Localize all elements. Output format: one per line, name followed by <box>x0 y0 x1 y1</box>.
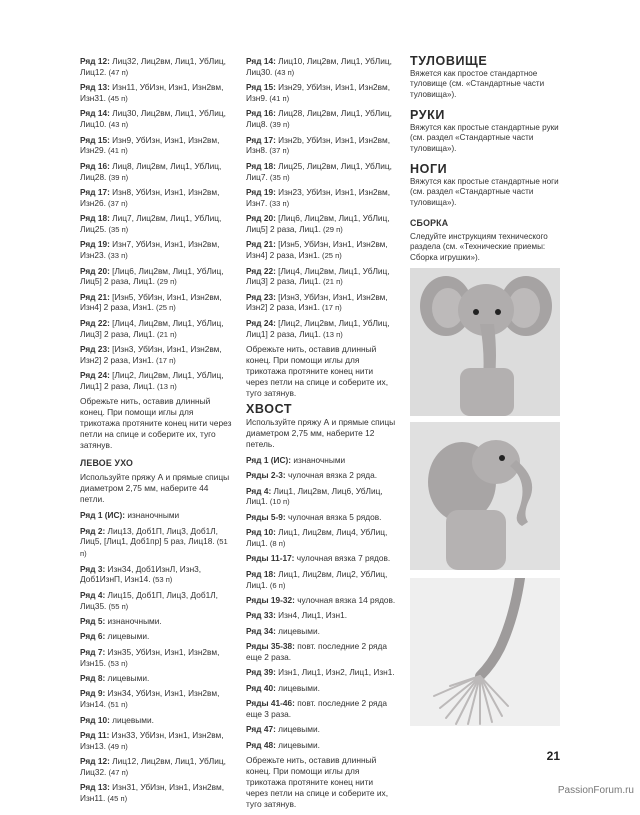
pattern-row <box>246 595 396 607</box>
photo-elephant-tail <box>410 578 560 726</box>
pattern-row <box>246 161 396 184</box>
row-text: Изн34, Доб1ИзнЛ, Изн3, Доб1ИзнП, Изн14. <box>80 563 202 585</box>
stitch-count: (29 п) <box>320 224 343 234</box>
stitch-count: (45 п) <box>105 93 128 103</box>
pattern-row <box>80 266 234 289</box>
row-text: Лиц28, Лиц2вм, Лиц1, УбЛиц, Лиц8. <box>246 108 392 130</box>
row-text: чулочная вязка 14 рядов. <box>294 594 396 605</box>
row-label: Ряды 41-46: <box>246 698 295 709</box>
row-label: Ряды 11-17: <box>246 553 295 564</box>
instruction-paragraph: Используйте пряжу А и прямые спицы диаметром 2,75 мм, наберите 12 петель. <box>246 416 396 449</box>
pattern-row <box>80 526 234 560</box>
stitch-count: (47 п) <box>106 67 129 77</box>
row-text: повт. последние 2 ряда еще 2 раза. <box>246 641 387 662</box>
row-label: Ряд 20: <box>246 213 276 224</box>
row-label: Ряд 10: <box>246 527 276 538</box>
stitch-count: (10 п) <box>267 497 290 507</box>
stitch-count: (47 п) <box>106 767 129 777</box>
row-text: изнаночными <box>291 454 346 465</box>
photo-elephant-head <box>410 268 560 416</box>
row-label: Ряд 22: <box>80 317 110 328</box>
row-label: Ряд 7: <box>80 646 106 657</box>
stitch-count: (37 п) <box>105 198 128 208</box>
stitch-count: (25 п) <box>153 303 176 313</box>
row-text: Лиц32, Лиц2вм, Лиц1, УбЛиц, Лиц12. <box>80 56 226 77</box>
stitch-count: (6 п) <box>267 580 286 590</box>
stitch-count: (39 п) <box>267 120 290 130</box>
row-text: чулочная вязка 7 рядов. <box>294 553 391 564</box>
row-text: Изн35, УбИзн, Изн1, Изн2вм, Изн15. <box>80 646 220 668</box>
row-text: Лиц7, Лиц2вм, Лиц1, УбЛиц, Лиц25. <box>80 213 222 234</box>
pattern-row <box>246 667 396 679</box>
instruction-paragraph: Обрежьте нить, оставив длинный конец. При помощи иглы для трикотажа протяните конец нити через петли на спице и соберите их, туго затянув. <box>80 396 232 451</box>
row-text: лицевыми. <box>275 739 320 750</box>
row-label: Ряд 15: <box>246 82 276 93</box>
row-text: [Лиц6, Лиц2вм, Лиц1, УбЛиц, Лиц5] 2 раза, Лиц1. <box>246 213 390 234</box>
pattern-row <box>246 470 396 482</box>
row-label: Ряд 34: <box>246 625 276 636</box>
row-label: Ряд 16: <box>246 108 276 119</box>
row-label: Ряд 12: <box>80 56 110 66</box>
pattern-row <box>246 56 396 79</box>
row-label: Ряд 2: <box>80 525 106 536</box>
row-text: [Лиц4, Лиц2вм, Лиц1, УбЛиц, Лиц3] 2 раза, Лиц1. <box>80 317 224 339</box>
stitch-count: (25 п) <box>319 251 342 261</box>
pattern-row <box>80 108 234 131</box>
pattern-row <box>80 292 234 315</box>
stitch-count: (21 п) <box>320 277 343 287</box>
pattern-row <box>246 527 396 550</box>
row-text: [Лиц4, Лиц2вм, Лиц1, УбЛиц, Лиц3] 2 раза, Лиц1. <box>246 265 390 287</box>
pattern-row <box>80 370 234 393</box>
row-label: Ряд 17: <box>246 134 276 145</box>
row-label: Ряд 10: <box>80 714 110 725</box>
row-label: Ряд 14: <box>80 108 110 119</box>
row-text: [Лиц2, Лиц2вм, Лиц1, УбЛиц, Лиц1] 2 раза, Лиц1. <box>246 317 390 339</box>
row-label: Ряд 8: <box>80 672 106 683</box>
row-label: Ряд 47: <box>246 724 276 735</box>
row-label: Ряд 24: <box>246 317 276 328</box>
stitch-count: (51 п) <box>80 537 228 559</box>
instruction-paragraph: Используйте пряжу А и прямые спицы диаметром 2,75 мм, наберите 44 петли. <box>80 472 230 505</box>
row-label: Ряды 5-9: <box>246 511 286 522</box>
pattern-row <box>246 108 396 131</box>
stitch-count: (53 п) <box>105 658 128 668</box>
pattern-row <box>80 590 234 613</box>
pattern-row <box>246 569 396 592</box>
row-text: Изн1, Лиц1, Изн2, Лиц1, Изн1. <box>275 667 395 678</box>
row-label: Ряд 13: <box>80 782 110 793</box>
subheading-assembly: СБОРКА <box>410 218 449 229</box>
stitch-count: (55 п) <box>106 601 129 611</box>
stitch-count: (39 п) <box>106 172 129 182</box>
pattern-row <box>246 512 396 524</box>
row-text: Изн31, УбИзн, Изн1, Изн2вм, Изн11. <box>80 782 224 804</box>
row-label: Ряд 21: <box>80 291 110 302</box>
row-label: Ряд 3: <box>80 563 106 574</box>
pattern-row <box>80 673 234 685</box>
pattern-row <box>80 161 234 184</box>
row-text: лицевыми. <box>275 724 320 735</box>
instruction-paragraph: Обрежьте нить, оставив длинный конец. При помощи иглы для трикотажа протяните конец нити через петли на спице и соберите их, туго затянув. <box>246 344 389 399</box>
row-text: Лиц8, Лиц2вм, Лиц1, УбЛиц, Лиц28. <box>80 160 222 182</box>
row-label: Ряд 18: <box>80 213 110 224</box>
row-text: Изн8, УбИзн, Изн1, Изн2вм, Изн26. <box>80 186 220 208</box>
row-text: изнаночными <box>125 510 180 521</box>
row-text: Изн33, УбИзн, Изн1, Изн2вм, Изн13. <box>80 729 224 751</box>
tail-illustration <box>410 578 560 726</box>
pattern-row <box>80 187 234 210</box>
row-label: Ряд 6: <box>80 631 106 642</box>
row-label: Ряд 21: <box>246 239 276 250</box>
row-label: Ряд 5: <box>80 615 106 626</box>
page-number: 21 <box>546 749 560 763</box>
pattern-row <box>80 213 234 236</box>
row-label: Ряд 1 (ИС): <box>80 510 126 521</box>
row-text: Лиц1, Лиц2вм, Лиц6, УбЛиц, Лиц1. <box>246 485 383 507</box>
pattern-row <box>80 510 234 522</box>
row-label: Ряд 40: <box>246 682 276 693</box>
section-title: ТУЛОВИЩЕ <box>410 54 488 68</box>
pattern-row <box>80 344 234 367</box>
row-label: Ряд 23: <box>246 291 276 302</box>
row-label: Ряд 22: <box>246 265 276 276</box>
row-label: Ряд 48: <box>246 739 276 750</box>
stitch-count: (29 п) <box>154 277 177 287</box>
row-text: Лиц1, Лиц2вм, Лиц4, УбЛиц, Лиц1. <box>246 527 388 549</box>
stitch-count: (33 п) <box>105 251 128 261</box>
pattern-row <box>80 135 234 158</box>
stitch-count: (13 п) <box>320 329 343 339</box>
pattern-row <box>80 715 234 727</box>
row-label: Ряд 11: <box>80 729 110 740</box>
instruction-paragraph: Обрежьте нить, оставив длинный конец. При помощи иглы для трикотажа протяните конец нити через петли на спице и соберите их, туго затянув. <box>246 755 389 810</box>
row-text: Изн4, Лиц1, Изн1. <box>275 610 348 621</box>
row-text: лицевыми. <box>275 625 320 636</box>
left-column <box>80 56 234 808</box>
row-text: Изн11, УбИзн, Изн1, Изн2вм, Изн31. <box>80 82 224 103</box>
stitch-count: (43 п) <box>272 67 295 77</box>
row-text: Лиц15, Доб1П, Лиц3, Доб1Л, Лиц35. <box>80 589 218 611</box>
row-text: лицевыми. <box>109 714 154 725</box>
row-label: Ряд 19: <box>80 239 110 250</box>
pattern-row <box>80 782 234 805</box>
elephant-head-illustration <box>410 268 560 416</box>
row-text: Лиц12, Лиц2вм, Лиц1, УбЛиц, Лиц32. <box>80 756 226 777</box>
row-label: Ряд 1 (ИС): <box>246 454 292 465</box>
stitch-count: (41 п) <box>267 93 290 103</box>
stitch-count: (37 п) <box>267 146 290 156</box>
row-label: Ряд 15: <box>80 134 110 145</box>
pattern-row <box>246 683 396 695</box>
section-text: Вяжутся как простые стандартные руки (см. раздел «Стандартные части туловища»). <box>410 122 559 153</box>
row-text: Изн34, УбИзн, Изн1, Изн2вм, Изн14. <box>80 688 220 710</box>
row-label: Ряд 18: <box>246 568 276 579</box>
row-text: [Изн3, УбИзн, Изн1, Изн2вм, Изн2] 2 раза, Изн1. <box>246 291 388 313</box>
row-label: Ряд 18: <box>246 160 276 171</box>
elephant-profile-illustration <box>410 422 560 570</box>
row-label: Ряд 33: <box>246 610 276 621</box>
stitch-count: (13 п) <box>154 382 177 392</box>
pattern-row <box>246 610 396 622</box>
row-label: Ряд 23: <box>80 344 110 355</box>
pattern-row <box>246 626 396 638</box>
stitch-count: (35 п) <box>267 172 290 182</box>
stitch-count: (43 п) <box>106 120 129 130</box>
pattern-row <box>80 318 234 341</box>
pattern-row <box>80 616 234 628</box>
pattern-row <box>80 756 234 779</box>
pattern-row <box>246 318 396 341</box>
row-text: Лиц13, Доб1П, Лиц3, Доб1Л, Лиц5, [Лиц1, Доб1пр] 5 раз, Лиц18. <box>80 525 218 547</box>
pattern-row <box>80 564 234 587</box>
pattern-row <box>80 631 234 643</box>
row-text: [Изн5, УбИзн, Изн1, Изн2вм, Изн4] 2 раза, Изн1. <box>80 291 222 313</box>
row-text: [Лиц6, Лиц2вм, Лиц1, УбЛиц, Лиц5] 2 раза, Лиц1. <box>80 265 224 287</box>
row-label: Ряд 19: <box>246 186 276 197</box>
pattern-row <box>246 187 396 210</box>
row-text: Лиц1, Лиц2вм, Лиц2, УбЛиц, Лиц1. <box>246 568 388 590</box>
pattern-row <box>246 724 396 736</box>
stitch-count: (33 п) <box>267 198 290 208</box>
row-text: изнаночными. <box>105 615 162 626</box>
row-label: Ряд 13: <box>80 82 110 93</box>
stitch-count: (49 п) <box>105 741 128 751</box>
row-text: повт. последние 2 ряда еще 3 раза. <box>246 698 387 719</box>
row-label: Ряд 20: <box>80 265 110 276</box>
photo-elephant-profile <box>410 422 560 570</box>
pattern-row <box>80 688 234 711</box>
stitch-count: (53 п) <box>150 575 173 585</box>
row-label: Ряд 16: <box>80 160 110 171</box>
rows-block-1 <box>80 56 234 393</box>
stitch-count: (8 п) <box>267 539 286 549</box>
middle-column <box>246 56 396 815</box>
stitch-count: (35 п) <box>106 224 129 234</box>
row-text: [Лиц2, Лиц2вм, Лиц1, УбЛиц, Лиц1] 2 раза, Лиц1. <box>80 370 224 392</box>
pattern-row <box>246 292 396 315</box>
section-title: РУКИ <box>410 108 445 123</box>
rows-block-2 <box>246 455 396 752</box>
row-text: Изн7, УбИзн, Изн1, Изн2вм, Изн23. <box>80 239 220 261</box>
pattern-row <box>246 266 396 289</box>
subheading-left-ear: ЛЕВОЕ УХО <box>80 458 134 469</box>
section-title-tail: ХВОСТ <box>246 402 293 417</box>
section-title: НОГИ <box>410 162 448 177</box>
row-text: Изн29, УбИзн, Изн1, Изн2вм, Изн9. <box>246 82 390 103</box>
rows-block-1 <box>246 56 396 340</box>
row-label: Ряды 2-3: <box>246 470 286 481</box>
stitch-count: (17 п) <box>319 303 342 313</box>
stitch-count: (45 п) <box>105 794 128 804</box>
row-text: Лиц25, Лиц2вм, Лиц1, УбЛиц, Лиц7. <box>246 160 392 182</box>
watermark: PassionForum.ru <box>557 785 634 796</box>
row-text: Изн23, УбИзн, Изн1, Изн2вм, Изн7. <box>246 186 390 208</box>
row-label: Ряд 12: <box>80 756 110 767</box>
pattern-row <box>80 730 234 753</box>
pattern-row <box>80 82 234 105</box>
row-text: Изн2b, УбИзн, Изн1, Изн2вм, Изн8. <box>246 134 390 156</box>
stitch-count: (41 п) <box>105 146 128 156</box>
row-label: Ряд 14: <box>246 56 276 66</box>
row-text: Лиц30, Лиц2вм, Лиц1, УбЛиц, Лиц10. <box>80 108 226 130</box>
row-label: Ряд 9: <box>80 688 106 699</box>
pattern-row <box>80 239 234 262</box>
pattern-row <box>246 455 396 467</box>
row-label: Ряд 24: <box>80 370 110 381</box>
row-text: лицевыми. <box>105 631 150 642</box>
row-label: Ряд 17: <box>80 186 110 197</box>
pattern-row <box>246 740 396 752</box>
pattern-row <box>246 698 396 721</box>
row-text: [Изн5, УбИзн, Изн1, Изн2вм, Изн4] 2 раза, Изн1. <box>246 239 388 261</box>
row-label: Ряды 19-32: <box>246 594 295 605</box>
row-label: Ряды 35-38: <box>246 641 295 652</box>
stitch-count: (21 п) <box>154 329 177 339</box>
right-column <box>410 56 570 273</box>
row-text: лицевыми. <box>105 672 150 683</box>
row-text: лицевыми. <box>275 682 320 693</box>
row-text: [Изн3, УбИзн, Изн1, Изн2вм, Изн2] 2 раза, Изн1. <box>80 344 222 365</box>
section-text: Вяжутся как простые стандартные ноги (см. раздел «Стандартные части туловища»). <box>410 176 559 207</box>
rows-block-2 <box>80 510 234 805</box>
pattern-row <box>80 56 234 79</box>
row-text: Лиц10, Лиц2вм, Лиц1, УбЛиц, Лиц30. <box>246 56 392 77</box>
row-label: Ряд 4: <box>246 485 272 496</box>
pattern-row <box>246 486 396 509</box>
pattern-row <box>246 135 396 158</box>
stitch-count: (17 п) <box>153 355 176 365</box>
row-text: чулочная вязка 2 ряда. <box>285 470 378 481</box>
row-text: Изн9, УбИзн, Изн1, Изн2вм, Изн29. <box>80 134 220 156</box>
pattern-row <box>246 82 396 105</box>
row-text: чулочная вязка 5 рядов. <box>285 511 382 522</box>
pattern-row <box>246 213 396 236</box>
pattern-row <box>246 553 396 565</box>
section-text: Вяжется как простое стандартное туловище (см. «Стандартные части туловища»). <box>410 68 545 99</box>
pattern-row <box>246 239 396 262</box>
section-text: Следуйте инструкциям технического раздела (см. «Технические приемы: Сборка игрушки»). <box>410 231 548 262</box>
row-label: Ряд 4: <box>80 589 106 600</box>
row-label: Ряд 39: <box>246 667 276 678</box>
pattern-row <box>80 647 234 670</box>
pattern-row <box>246 641 396 664</box>
stitch-count: (51 п) <box>105 700 128 710</box>
